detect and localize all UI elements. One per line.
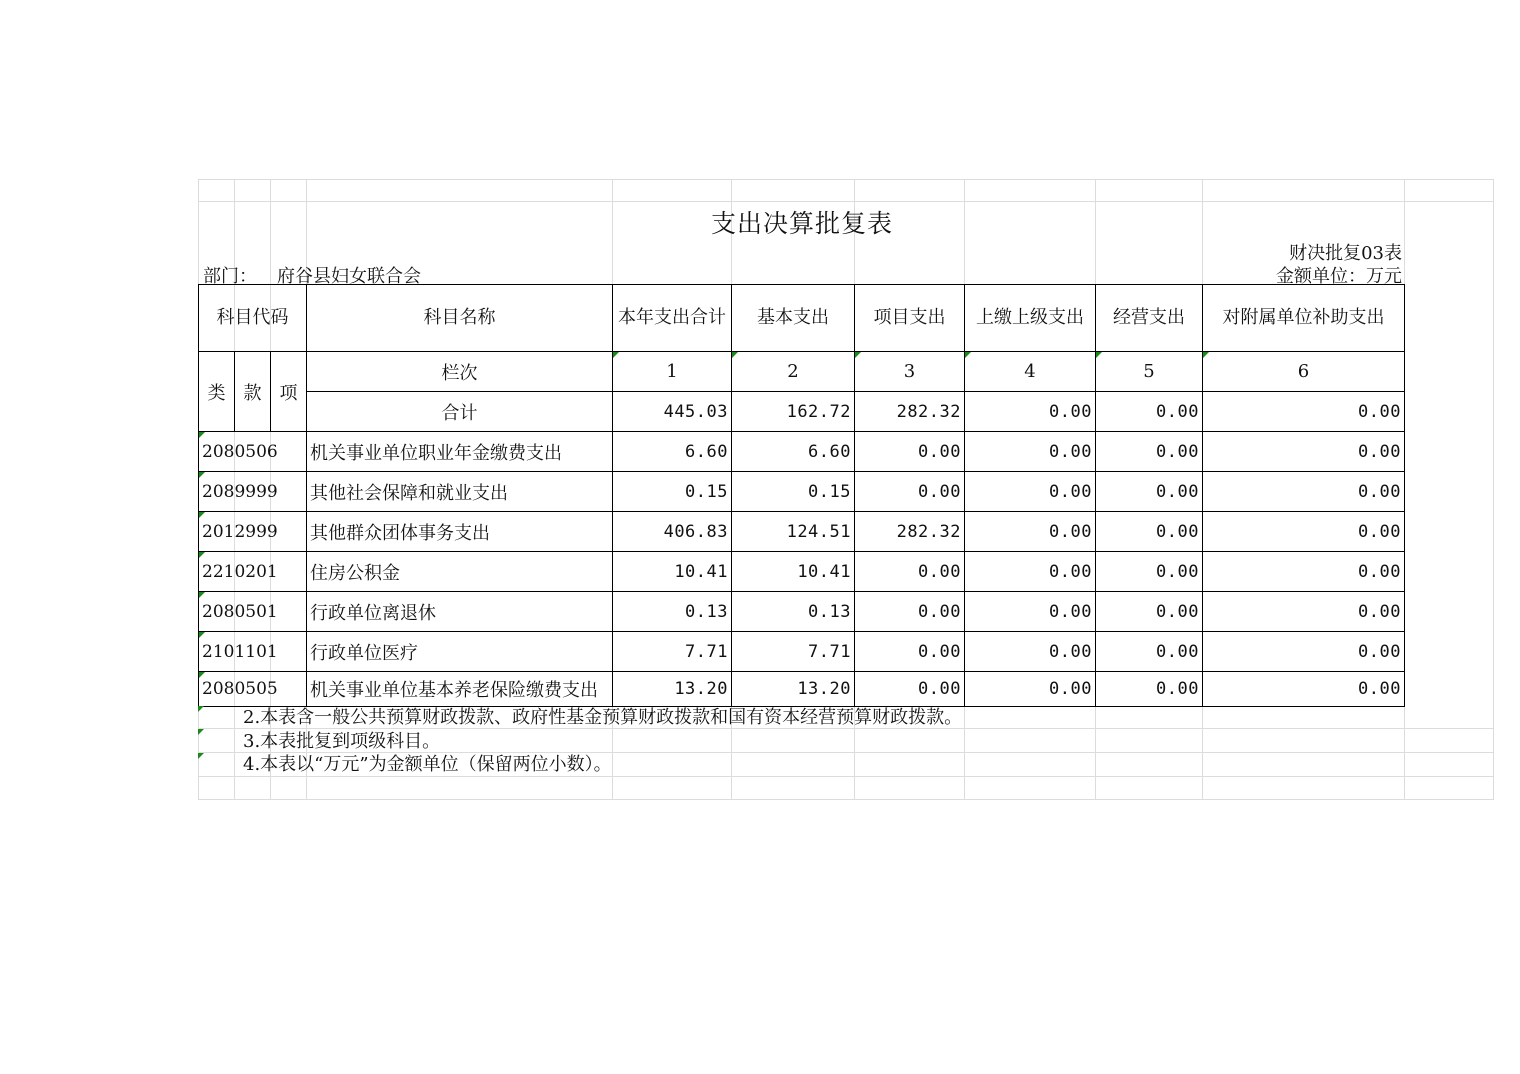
- row-name: 住房公积金: [307, 552, 613, 592]
- row-value: 0.00: [1203, 672, 1405, 707]
- row-code: 2012999: [199, 512, 307, 552]
- col-number: 5: [1096, 352, 1203, 392]
- header-xiang: 项: [271, 352, 307, 432]
- row-value: 7.71: [613, 632, 732, 672]
- row-value: 0.00: [965, 472, 1096, 512]
- row-value: 13.20: [732, 672, 855, 707]
- note-item: 4.本表以“万元”为金额单位（保留两位小数）。: [243, 754, 612, 775]
- total-value: 162.72: [732, 392, 855, 432]
- col-number: 3: [855, 352, 965, 392]
- header-upper: 上缴上级支出: [965, 285, 1096, 352]
- note-item: 3.本表批复到项级科目。: [243, 730, 441, 752]
- header-row: [199, 285, 1405, 352]
- row-value: 0.00: [1096, 472, 1203, 512]
- column-number-row: [199, 352, 1405, 392]
- row-name: 行政单位离退休: [307, 592, 613, 632]
- header-name: 科目名称: [307, 285, 613, 352]
- row-value: 0.00: [965, 432, 1096, 472]
- row-value: 0.00: [1096, 512, 1203, 552]
- table-row: [199, 592, 1405, 632]
- row-value: 0.00: [855, 672, 965, 707]
- table-row: [199, 472, 1405, 512]
- row-code: 2080505: [199, 672, 307, 707]
- department-label: 部门：: [203, 266, 257, 287]
- row-value: 6.60: [732, 432, 855, 472]
- page-title: 支出决算批复表: [710, 209, 893, 238]
- row-value: 0.00: [965, 592, 1096, 632]
- col-number: 2: [732, 352, 855, 392]
- row-value: 0.00: [855, 472, 965, 512]
- header-business: 经营支出: [1096, 285, 1203, 352]
- row-value: 282.32: [855, 512, 965, 552]
- row-value: 0.00: [855, 552, 965, 592]
- header-code: 科目代码: [199, 285, 307, 352]
- row-value: 0.00: [965, 672, 1096, 707]
- total-label: 合计: [307, 392, 613, 432]
- row-value: 0.00: [965, 632, 1096, 672]
- row-code: 2101101: [199, 632, 307, 672]
- table-row: [199, 512, 1405, 552]
- total-value: 0.00: [1203, 392, 1405, 432]
- row-value: 0.00: [1096, 632, 1203, 672]
- total-row: [199, 392, 1405, 432]
- row-value: 0.13: [613, 592, 732, 632]
- header-basic: 基本支出: [732, 285, 855, 352]
- row-value: 10.41: [732, 552, 855, 592]
- row-name: 机关事业单位基本养老保险缴费支出: [307, 672, 613, 707]
- note-marker: [198, 729, 204, 735]
- row-name: 其他群众团体事务支出: [307, 512, 613, 552]
- amount-unit: 金额单位：万元: [1276, 266, 1402, 287]
- total-value: 445.03: [613, 392, 732, 432]
- row-value: 0.00: [1203, 552, 1405, 592]
- table-row: [199, 672, 1405, 707]
- row-value: 0.13: [732, 592, 855, 632]
- table-row: [199, 632, 1405, 672]
- form-code: 财决批复03表: [1289, 243, 1402, 264]
- header-project: 项目支出: [855, 285, 965, 352]
- row-value: 0.15: [613, 472, 732, 512]
- row-value: 7.71: [732, 632, 855, 672]
- row-name: 行政单位医疗: [307, 632, 613, 672]
- column-label: 栏次: [307, 352, 613, 392]
- row-value: 124.51: [732, 512, 855, 552]
- row-value: 0.00: [1203, 432, 1405, 472]
- row-value: 0.00: [1203, 472, 1405, 512]
- row-value: 0.00: [1096, 552, 1203, 592]
- header-kuan: 款: [235, 352, 271, 432]
- row-value: 0.00: [1203, 512, 1405, 552]
- row-value: 0.00: [1096, 672, 1203, 707]
- col-number: 6: [1203, 352, 1405, 392]
- total-value: 0.00: [965, 392, 1096, 432]
- col-number: 1: [613, 352, 732, 392]
- row-value: 0.00: [1096, 432, 1203, 472]
- table-row: [199, 432, 1405, 472]
- row-value: 0.15: [732, 472, 855, 512]
- note-marker: [198, 706, 204, 712]
- row-value: 0.00: [855, 592, 965, 632]
- row-value: 406.83: [613, 512, 732, 552]
- department-value: 府谷县妇女联合会: [277, 266, 421, 287]
- row-name: 其他社会保障和就业支出: [307, 472, 613, 512]
- header-lei: 类: [199, 352, 235, 432]
- row-value: 13.20: [613, 672, 732, 707]
- row-value: 0.00: [855, 632, 965, 672]
- row-code: 2080506: [199, 432, 307, 472]
- col-number: 4: [965, 352, 1096, 392]
- expenditure-table: [198, 284, 1405, 707]
- row-value: 0.00: [1203, 592, 1405, 632]
- note-item: 2.本表含一般公共预算财政拨款、政府性基金预算财政拨款和国有资本经营预算财政拨款。: [243, 707, 963, 728]
- row-name: 机关事业单位职业年金缴费支出: [307, 432, 613, 472]
- table-row: [199, 552, 1405, 592]
- notes: [243, 706, 962, 777]
- row-code: 2089999: [199, 472, 307, 512]
- total-value: 282.32: [855, 392, 965, 432]
- row-value: 0.00: [1096, 592, 1203, 632]
- row-value: 0.00: [855, 432, 965, 472]
- row-value: 0.00: [965, 512, 1096, 552]
- row-value: 0.00: [965, 552, 1096, 592]
- header-total: 本年支出合计: [613, 285, 732, 352]
- total-value: 0.00: [1096, 392, 1203, 432]
- row-value: 0.00: [1203, 632, 1405, 672]
- header-subsidiary: 对附属单位补助支出: [1203, 285, 1405, 352]
- row-code: 2210201: [199, 552, 307, 592]
- row-value: 6.60: [613, 432, 732, 472]
- row-value: 10.41: [613, 552, 732, 592]
- note-marker: [198, 753, 204, 759]
- row-code: 2080501: [199, 592, 307, 632]
